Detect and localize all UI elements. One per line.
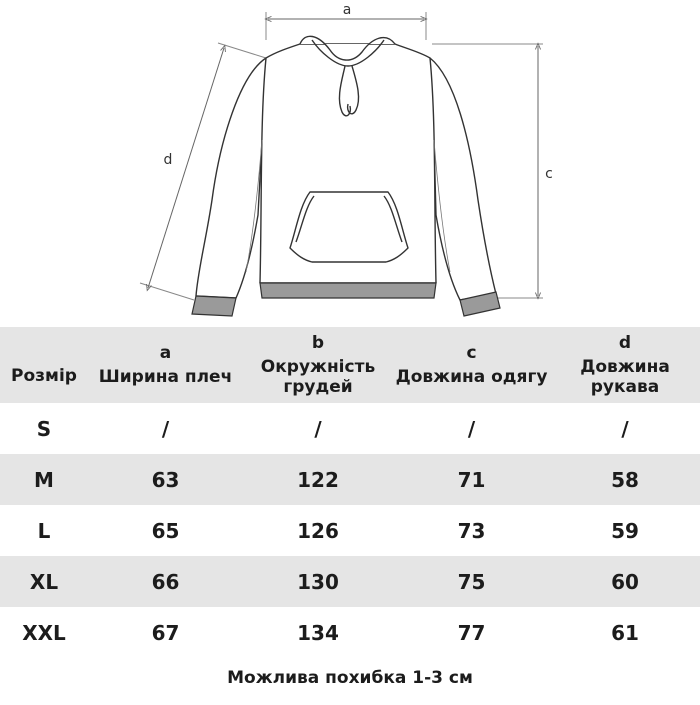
cell: XXL <box>22 620 66 645</box>
header-name: Окружність грудей <box>260 357 376 397</box>
hoodie-illustration <box>0 0 700 325</box>
cell: / <box>314 416 322 441</box>
header-name: Довжина рукава <box>580 357 670 397</box>
header-chest <box>243 327 393 403</box>
cell: 71 <box>457 467 486 492</box>
header-name: Довжина одягу <box>395 367 548 387</box>
cell: / <box>621 416 629 441</box>
label-d: d <box>163 152 173 168</box>
cell: 130 <box>297 569 339 594</box>
table-header-row <box>0 327 700 403</box>
cell: M <box>34 467 54 492</box>
cell: XL <box>29 569 59 594</box>
cell: 77 <box>457 620 486 645</box>
header-size: Розмір <box>11 366 77 386</box>
header-letter: b <box>311 333 325 353</box>
table-row <box>0 607 700 658</box>
cell: 61 <box>611 620 639 645</box>
cell: / <box>467 416 476 441</box>
cell: 63 <box>151 467 180 492</box>
table-row <box>0 556 700 607</box>
header-length <box>393 327 550 403</box>
cell: 134 <box>297 620 339 645</box>
header-sleeve <box>550 327 700 403</box>
cell: 126 <box>297 518 339 543</box>
hoodie-outline <box>196 36 496 300</box>
cell: L <box>37 518 51 543</box>
cell: 58 <box>611 467 639 492</box>
cell: 122 <box>297 467 339 492</box>
header-letter: c <box>466 343 477 363</box>
dimension-a <box>266 2 426 40</box>
cell: 59 <box>611 518 639 543</box>
cell: 66 <box>151 569 180 594</box>
cell: 73 <box>457 518 486 543</box>
tolerance-note: Можлива похибка 1-3 см <box>227 668 473 688</box>
header-letter: d <box>618 333 632 353</box>
header-name: Ширина плеч <box>98 367 233 387</box>
header-shoulder-width <box>88 327 243 403</box>
table-row <box>0 505 700 556</box>
cell: 75 <box>457 569 486 594</box>
hoodie-diagram <box>0 0 700 325</box>
cell: 67 <box>151 620 180 645</box>
label-c: c <box>545 166 553 182</box>
table-row <box>0 403 700 454</box>
cell: / <box>161 416 170 441</box>
cell: 60 <box>611 569 639 594</box>
cell: 65 <box>151 518 180 543</box>
header-letter: a <box>159 343 172 363</box>
label-a: a <box>342 2 352 18</box>
table-row <box>0 454 700 505</box>
cell: S <box>36 416 52 441</box>
size-table <box>0 327 700 658</box>
